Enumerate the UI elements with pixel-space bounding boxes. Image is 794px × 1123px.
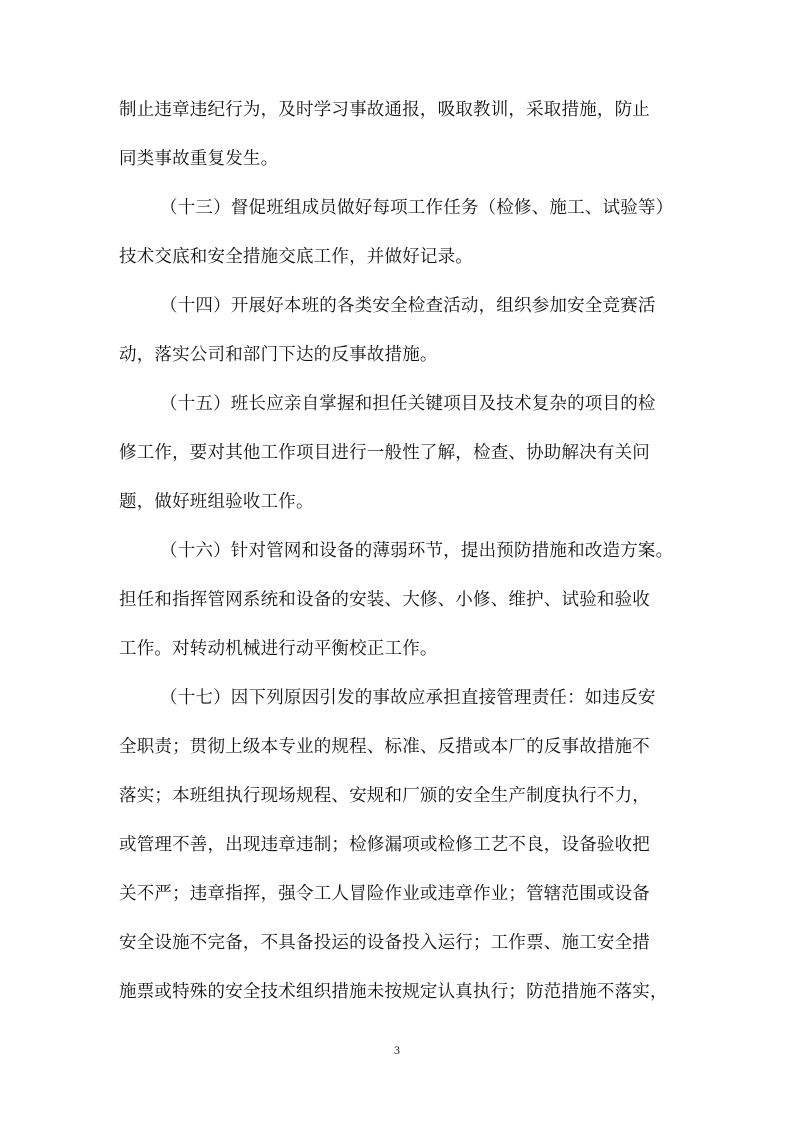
text-line: 落实；本班组执行现场规程、安规和厂颁的安全生产制度执行不力， [119,786,650,806]
paragraph-heading-17: （十七）因下列原因引发的事故应承担直接管理责任：如违反安 [160,688,656,708]
text-line: 制止违章违纪行为，及时学习事故通报，吸取教训，采取措施，防止 [119,100,650,120]
text-line: 安全设施不完备，不具备投运的设备投入运行；工作票、施工安全措 [119,933,650,953]
text-line: 全职责；贯彻上级本专业的规程、标准、反措或本厂的反事故措施不 [119,737,650,757]
text-line: 修工作，要对其他工作项目进行一般性了解，检查、协助解决有关问 [119,443,650,463]
paragraph-heading-14: （十四）开展好本班的各类安全检查活动，组织参加安全竞赛活 [160,296,656,316]
text-line: 同类事故重复发生。 [119,149,279,169]
text-line: 题，做好班组验收工作。 [119,492,314,512]
text-line: 技术交底和安全措施交底工作，并做好记录。 [119,247,473,267]
paragraph-heading-16: （十六）针对管网和设备的薄弱环节，提出预防措施和改造方案。 [160,541,674,561]
text-line: 动，落实公司和部门下达的反事故措施。 [119,345,438,365]
text-line: 工作。对转动机械进行动平衡校正工作。 [119,639,438,659]
text-line: 担任和指挥管网系统和设备的安装、大修、小修、维护、试验和验收 [119,590,650,610]
page-number: 3 [394,1043,400,1057]
paragraph-heading-13: （十三）督促班组成员做好每项工作任务（检修、施工、试验等） [160,198,674,218]
text-line: 关不严；违章指挥，强令工人冒险作业或违章作业；管辖范围或设备 [119,884,650,904]
text-line: 或管理不善，出现违章违制；检修漏项或检修工艺不良，设备验收把 [119,835,650,855]
paragraph-heading-15: （十五）班长应亲自掌握和担任关键项目及技术复杂的项目的检 [160,394,656,414]
text-line: 施票或特殊的安全技术组织措施未按规定认真执行；防范措施不落实， [119,982,668,1002]
